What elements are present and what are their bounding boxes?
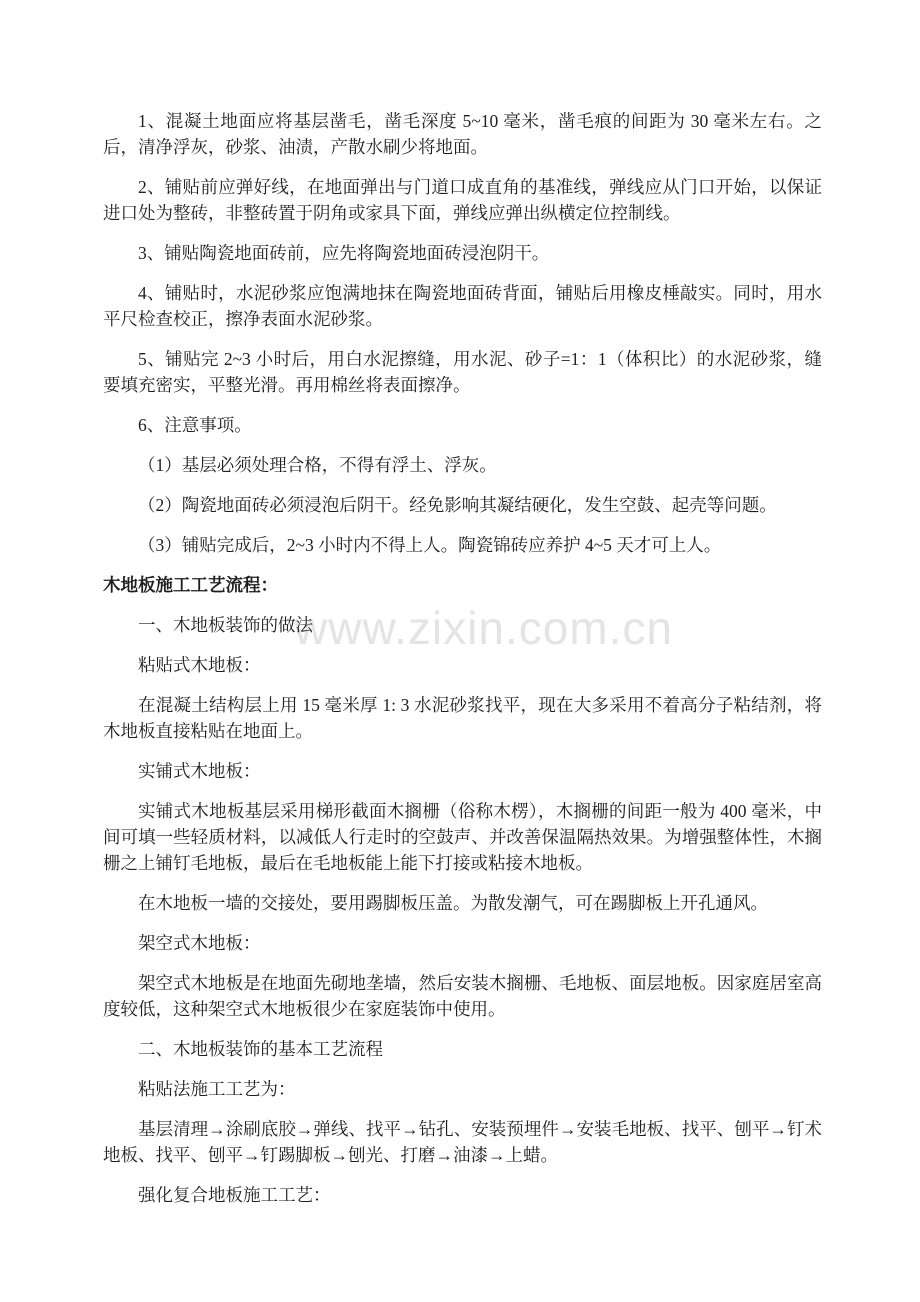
paragraph-laminate-process-label: 强化复合地板施工工艺： (138, 1185, 331, 1205)
heading-wood-floor-process: 木地板施工工艺流程： (103, 575, 278, 595)
paragraph-note-1: （1）基层必须处理合格，不得有浮土、浮灰。 (138, 455, 497, 475)
paragraph-solid-type-label: 实铺式木地板： (138, 761, 261, 781)
paragraph-note-3: （3）铺贴完成后，2~3 小时内不得上人。陶瓷锦砖应养护 4~5 天才可上人。 (138, 535, 722, 555)
watermark: www.zixin.com.cn (294, 602, 673, 654)
paragraph-solid-type-desc: 实铺式木地板基层采用梯形截面木搁栅（俗称木楞），木搁栅的间距一般为 400 毫米，中间可填一些轻质材料，以减低人行走时的空鼓声、并改善保温隔热效果。为增强整体性，木搁栅之上铺钉毛地板，最后在毛地板能上能下打接或粘接木地板。 (103, 801, 822, 873)
paragraph-tile-step-3: 3、铺贴陶瓷地面砖前，应先将陶瓷地面砖浸泡阴干。 (138, 243, 550, 263)
paragraph-elevated-type-desc: 架空式木地板是在地面先砌地垄墙，然后安装木搁栅、毛地板、面层地板。因家庭居室高度较低，这种架空式木地板很少在家庭装饰中使用。 (103, 973, 822, 1019)
paragraph-paste-type-label: 粘贴式木地板： (138, 655, 261, 675)
paragraph-tile-step-4: 4、铺贴时，水泥砂浆应饱满地抹在陶瓷地面砖背面，铺贴后用橡皮棰敲实。同时，用水平尺检查校正，擦净表面水泥砂浆。 (103, 283, 822, 329)
paragraph-tile-step-1: 1、混凝土地面应将基层凿毛，凿毛深度 5~10 毫米，凿毛痕的间距为 30 毫米左右。之后，清净浮灰，砂浆、油渍，产散水刷少将地面。 (103, 111, 822, 157)
paragraph-note-2: （2）陶瓷地面砖必须浸泡后阴干。经免影响其凝结硬化，发生空鼓、起壳等问题。 (138, 495, 777, 515)
paragraph-tile-step-2: 2、铺贴前应弹好线，在地面弹出与门道口成直角的基准线，弹线应从门口开始，以保证进口处为整砖，非整砖置于阴角或家具下面，弹线应弹出纵横定位控制线。 (103, 177, 822, 223)
paragraph-tile-step-5: 5、铺贴完 2~3 小时后，用白水泥擦缝，用水泥、砂子=1：1（体积比）的水泥砂浆，缝要填充密实，平整光滑。再用棉丝将表面擦净。 (103, 349, 822, 395)
paragraph-process-flow: 基层清理→涂刷底胶→弹线、找平→钻孔、安装预埋件→安装毛地板、找平、刨平→钉术地板、找平、刨平→钉踢脚板→刨光、打磨→油漆→上蜡。 (103, 1119, 822, 1165)
paragraph-tile-step-6: 6、注意事项。 (138, 415, 252, 435)
paragraph-skirting-note: 在木地板一墙的交接处，要用踢脚板压盖。为散发潮气，可在踢脚板上开孔通风。 (138, 893, 768, 913)
paragraph-paste-process-label: 粘贴法施工工艺为： (138, 1079, 296, 1099)
paragraph-paste-type-desc: 在混凝土结构层上用 15 毫米厚 1: 3 水泥砂浆找平，现在大多采用不着高分子粘结剂，将木地板直接粘贴在地面上。 (103, 695, 822, 741)
paragraph-section-1-title: 一、木地板装饰的做法 (138, 615, 313, 635)
paragraph-elevated-type-label: 架空式木地板： (138, 933, 261, 953)
paragraph-section-2-title: 二、木地板装饰的基本工艺流程 (138, 1039, 383, 1059)
